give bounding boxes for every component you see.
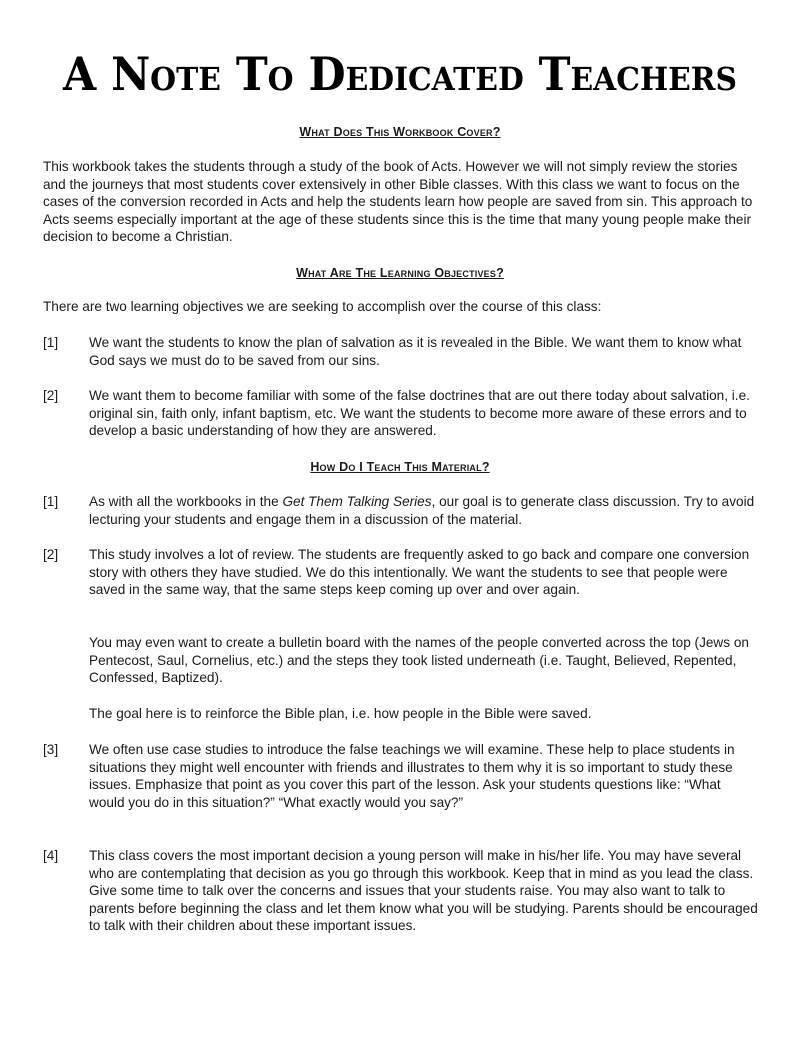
paragraph-objectives-intro: There are two learning objectives we are seeking to accomplish over the course of this class: (43, 299, 602, 314)
item-text: We often use case studies to introduce the false teachings we will examine. These help to place students in situations they might well encounter with friends and illustrates to them why it is so important to study these issues. Emphasize that point as you cover this part of the lesson. Ask your students questions like: “What would you do in this situation?” “What exactly would you say?” (89, 742, 735, 810)
item-number: [1] (43, 494, 59, 509)
item-text (89, 493, 759, 528)
item-text-before: As with all the workbooks in the (89, 494, 283, 509)
item-text-after: , our goal is to generate class discussion. Try to avoid lecturing your students and engage them in a discussion of the material. (89, 494, 755, 527)
item-number: [3] (43, 742, 59, 757)
item-text: We want the students to know the plan of salvation as it is revealed in the Bible. We want them to know what God says we must do to be saved from our sins. (89, 335, 742, 368)
heading-how-to-teach: How Do I Teach This Material? (310, 460, 490, 474)
item-number: [1] (43, 335, 59, 350)
subparagraph-bulletin-board: You may even want to create a bulletin board with the names of the people converted across the top (Jews on Pentecost, Saul, Cornelius, etc.) and the steps they took listed underneath (i.e. Taught, Believed, Repented, Confessed, Baptized). (89, 635, 749, 686)
item-number: [2] (43, 547, 59, 562)
subparagraph-goal: The goal here is to reinforce the Bible plan, i.e. how people in the Bible were saved. (89, 706, 592, 721)
item-text: This study involves a lot of review. The students are frequently asked to go back and compare one conversion story with others they have studied. We do this intentionally. We want the students to see that people were saved in the same way, that the same steps keep coming up over and over again. (89, 547, 750, 598)
heading-learning-objectives: What Are The Learning Objectives? (296, 266, 504, 280)
page-title: A Note To Dedicated Teachers (62, 47, 737, 101)
series-title: Get Them Talking Series (282, 494, 432, 509)
paragraph-workbook-cover: This workbook takes the students through a study of the book of Acts. However we will not simply review the stories and the journeys that most students cover extensively in other Bible classes. With this class we want to focus on the cases of the conversion recorded in Acts and help the students learn how people are saved from sin. This approach to Acts seems especially important at the age of these students since this is the time that many young people make their decision to become a Christian. (43, 159, 753, 245)
item-text: We want them to become familiar with some of the false doctrines that are out there today about salvation, i.e. original sin, faith only, infant baptism, etc. We want the students to become more aware of these errors and to develop a basic understanding of how they are answered. (89, 388, 750, 439)
item-number: [2] (43, 388, 59, 403)
item-number: [4] (43, 848, 59, 863)
item-text: This class covers the most important decision a young person will make in his/her life. You may have several who are contemplating that decision as you go through this workbook. Keep that in mind as you lead the class. Give some time to talk over the concerns and issues that your students raise. You may also want to talk to parents before beginning the class and let them know what you will be studying. Parents should be encouraged to talk with their children about these important issues. (89, 848, 758, 934)
heading-workbook-cover: What Does This Workbook Cover? (299, 125, 501, 139)
